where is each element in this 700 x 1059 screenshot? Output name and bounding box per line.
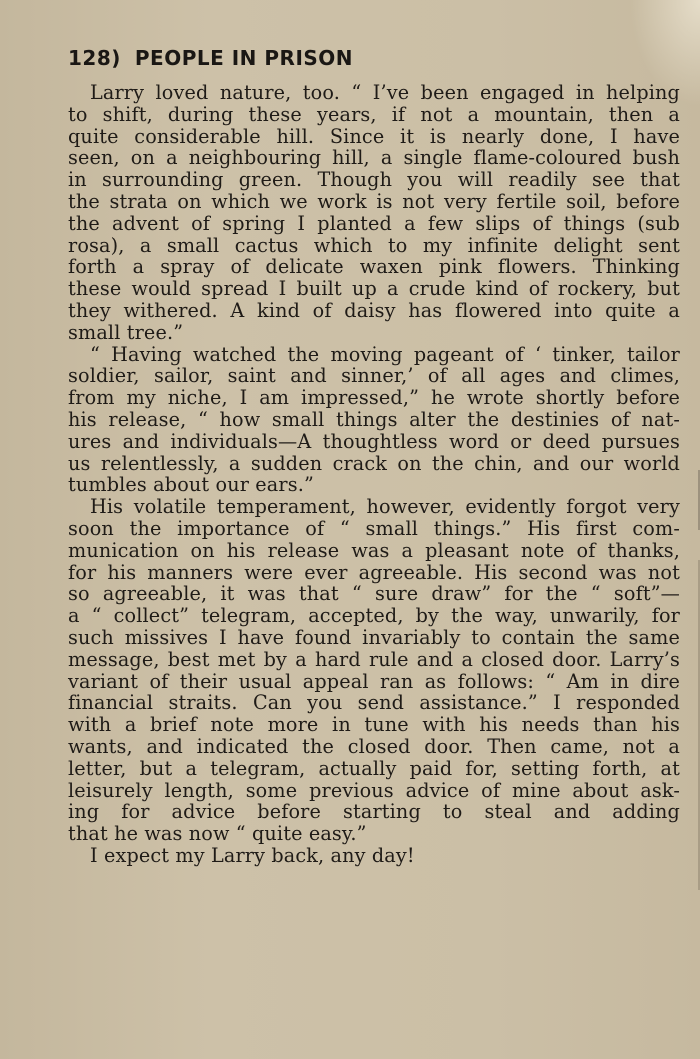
text-line: variant of their usual appeal ran as follows: “ Am in dire bbox=[68, 669, 680, 693]
text-line: these would spread I built up a crude kind of rockery, but bbox=[68, 277, 680, 301]
text-line: tumbles about our ears.” bbox=[68, 473, 314, 497]
text-line: I expect my Larry back, any day! bbox=[90, 843, 415, 867]
text-line: for his manners were ever agreeable. His second was not bbox=[68, 560, 680, 584]
text-line: to shift, during these years, if not a mountain, then a bbox=[68, 102, 680, 126]
text-line: the advent of spring I planted a few slips of things (sub bbox=[68, 211, 680, 235]
text-line: quite considerable hill. Since it is nearly done, I have bbox=[68, 124, 680, 148]
text-line: a “ collect” telegram, accepted, by the way, unwarily, for bbox=[68, 604, 680, 628]
text-line: with a brief note more in tune with his needs than his bbox=[68, 713, 680, 737]
text-line: small tree.” bbox=[68, 320, 184, 344]
text-line: wants, and indicated the closed door. Then came, not a bbox=[68, 734, 680, 758]
text-line: so agreeable, it was that “ sure draw” for the “ soft”— bbox=[68, 582, 680, 606]
text-line: message, best met by a hard rule and a closed door. Larry’s bbox=[68, 647, 680, 671]
text-line: soon the importance of “ small things.” His first com- bbox=[68, 516, 680, 540]
text-line: his release, “ how small things alter the destinies of nat- bbox=[68, 407, 680, 431]
text-line: they withered. A kind of daisy has flowered into quite a bbox=[68, 298, 680, 322]
chapter-title: PEOPLE IN PRISON bbox=[134, 46, 354, 70]
text-line: rosa), a small cactus which to my infinite delight sent bbox=[68, 233, 680, 257]
text-line: the strata on which we work is not very fertile soil, before bbox=[68, 189, 680, 213]
text-line: His volatile temperament, however, evidently forgot very bbox=[90, 495, 680, 519]
text-line: in surrounding green. Though you will readily see that bbox=[68, 168, 680, 192]
text-line: ing for advice before starting to steal and adding bbox=[68, 800, 680, 824]
text-line: such missives I have found invariably to contain the same bbox=[68, 625, 680, 649]
text-line: us relentlessly, a sudden crack on the chin, and our world bbox=[68, 451, 680, 475]
body-text bbox=[68, 82, 680, 867]
text-line: munication on his release was a pleasant note of thanks, bbox=[68, 538, 680, 562]
text-line: from my niche, I am impressed,” he wrote shortly before bbox=[68, 386, 680, 410]
text-line: seen, on a neighbouring hill, a single flame-coloured bush bbox=[68, 146, 680, 170]
running-head bbox=[68, 46, 353, 70]
text-line: letter, but a telegram, actually paid for, setting forth, at bbox=[68, 756, 680, 780]
text-line: forth a spray of delicate waxen pink flowers. Thinking bbox=[68, 255, 680, 279]
text-line: “ Having watched the moving pageant of ‘ tinker, tailor bbox=[90, 342, 680, 366]
text-line: soldier, sailor, saint and sinner,’ of all ages and climes, bbox=[68, 364, 680, 388]
page-number: 128) bbox=[68, 46, 121, 70]
text-line: leisurely length, some previous advice of mine about ask- bbox=[68, 778, 680, 802]
text-line: ures and individuals—A thoughtless word or deed pursues bbox=[68, 429, 680, 453]
text-line: Larry loved nature, too. “ I’ve been engaged in helping bbox=[90, 81, 680, 104]
text-line: that he was now “ quite easy.” bbox=[68, 822, 367, 846]
text-line: financial straits. Can you send assistance.” I responded bbox=[68, 691, 680, 715]
